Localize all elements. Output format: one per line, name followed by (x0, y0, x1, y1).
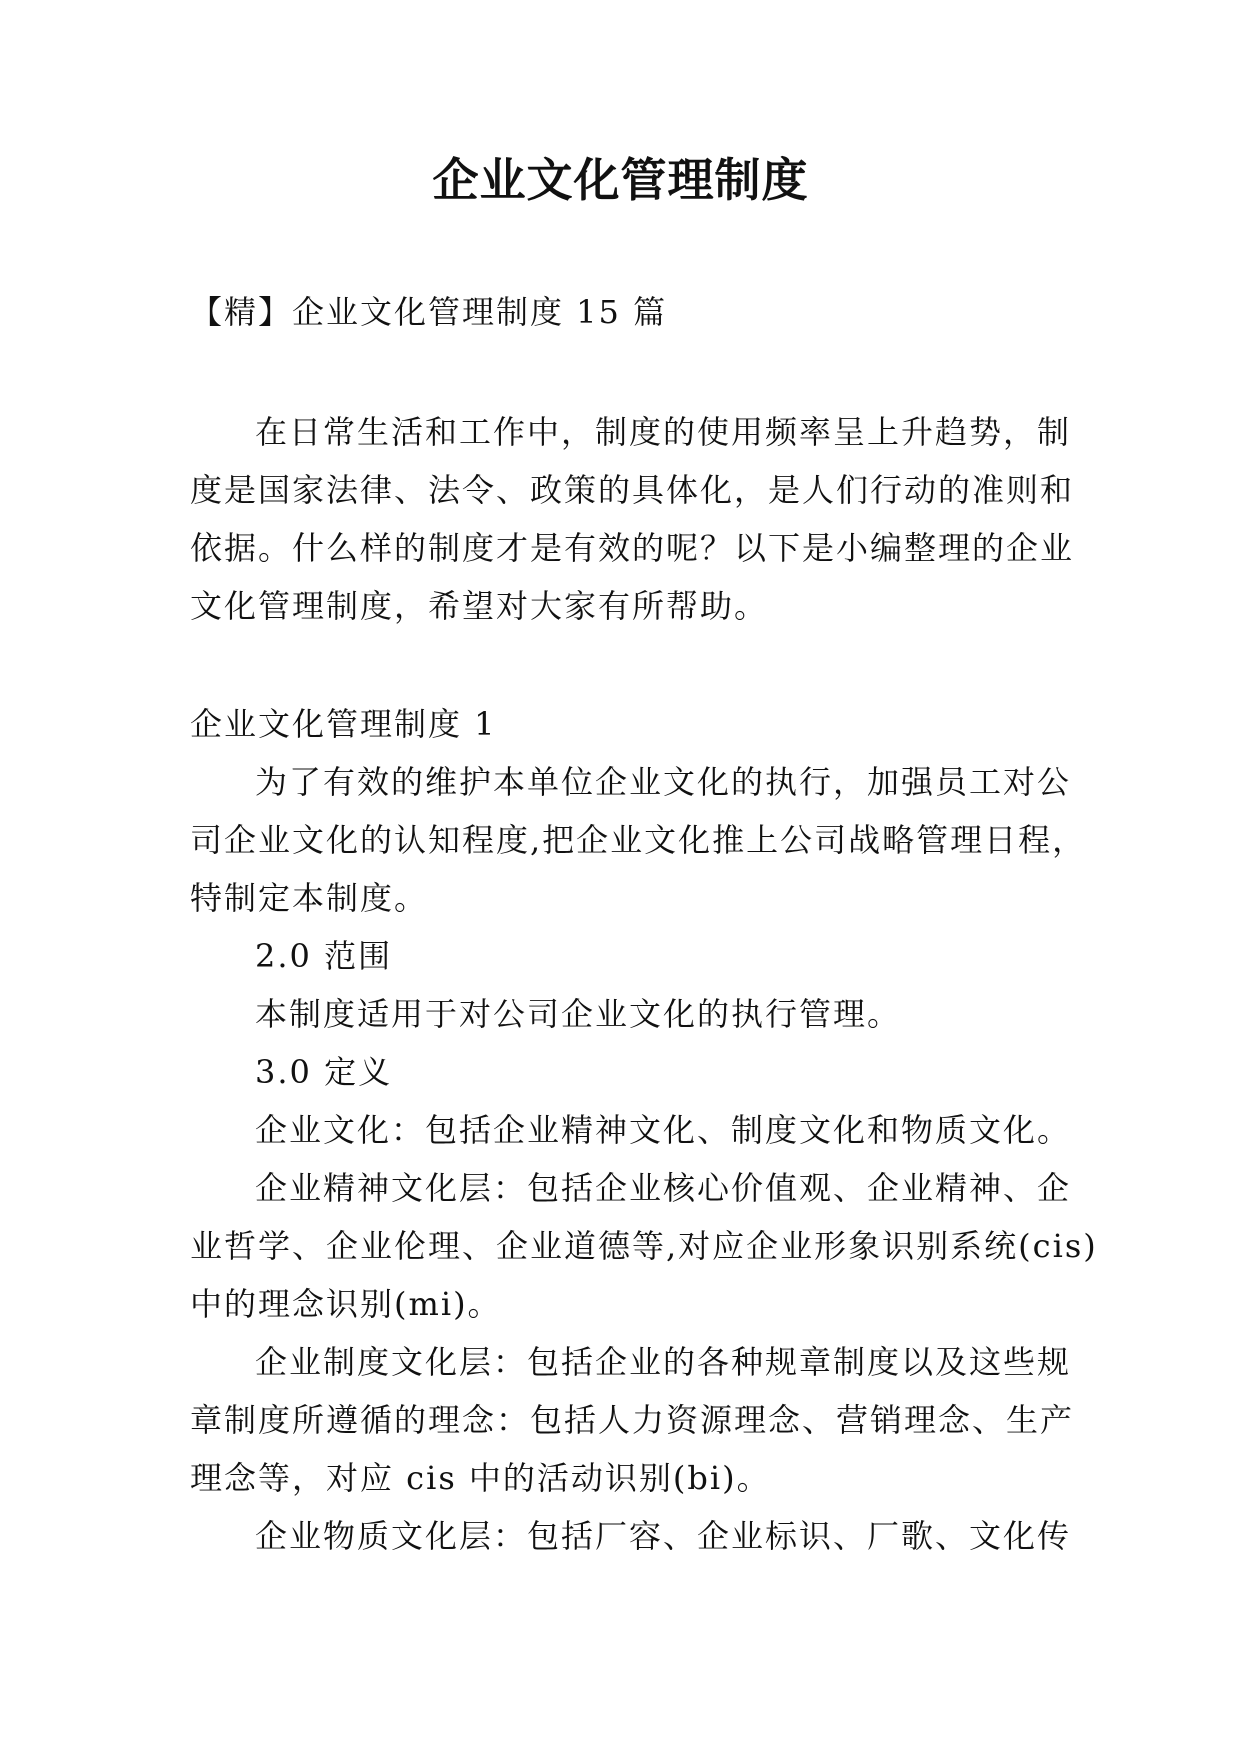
section-heading: 企业文化管理制度 1 (190, 705, 497, 743)
purpose-line-3: 特制定本制度。 (190, 879, 429, 917)
spirit-layer-line-3: 中的理念识别(mi)。 (190, 1285, 502, 1323)
definition-heading: 3.0 定义 (255, 1053, 393, 1091)
system-layer-line-2: 章制度所遵循的理念：包括人力资源理念、营销理念、生产 (190, 1401, 1075, 1439)
scope-heading: 2.0 范围 (255, 937, 393, 975)
spirit-layer-line-1: 企业精神文化层：包括企业核心价值观、企业精神、企 (255, 1169, 1072, 1207)
intro-line-4: 文化管理制度，希望对大家有所帮助。 (190, 587, 769, 625)
intro-line-1: 在日常生活和工作中，制度的使用频率呈上升趋势，制 (255, 413, 1072, 451)
purpose-line-1: 为了有效的维护本单位企业文化的执行，加强员工对公 (255, 763, 1072, 801)
material-layer-line-1: 企业物质文化层：包括厂容、企业标识、厂歌、文化传 (255, 1517, 1072, 1555)
document-subtitle: 【精】企业文化管理制度 15 篇 (190, 293, 668, 331)
spirit-layer-line-2: 业哲学、企业伦理、企业道德等,对应企业形象识别系统(cis) (190, 1227, 1098, 1265)
purpose-line-2: 司企业文化的认知程度,把企业文化推上公司战略管理日程， (190, 821, 1087, 859)
scope-text: 本制度适用于对公司企业文化的执行管理。 (255, 995, 902, 1033)
system-layer-line-1: 企业制度文化层：包括企业的各种规章制度以及这些规 (255, 1343, 1072, 1381)
system-layer-line-3: 理念等，对应 cis 中的活动识别(bi)。 (190, 1459, 771, 1497)
document-title: 企业文化管理制度 (432, 153, 809, 207)
intro-line-2: 度是国家法律、法令、政策的具体化，是人们行动的准则和 (190, 471, 1075, 509)
definition-text: 企业文化：包括企业精神文化、制度文化和物质文化。 (255, 1111, 1072, 1149)
intro-line-3: 依据。什么样的制度才是有效的呢？以下是小编整理的企业 (190, 529, 1075, 567)
